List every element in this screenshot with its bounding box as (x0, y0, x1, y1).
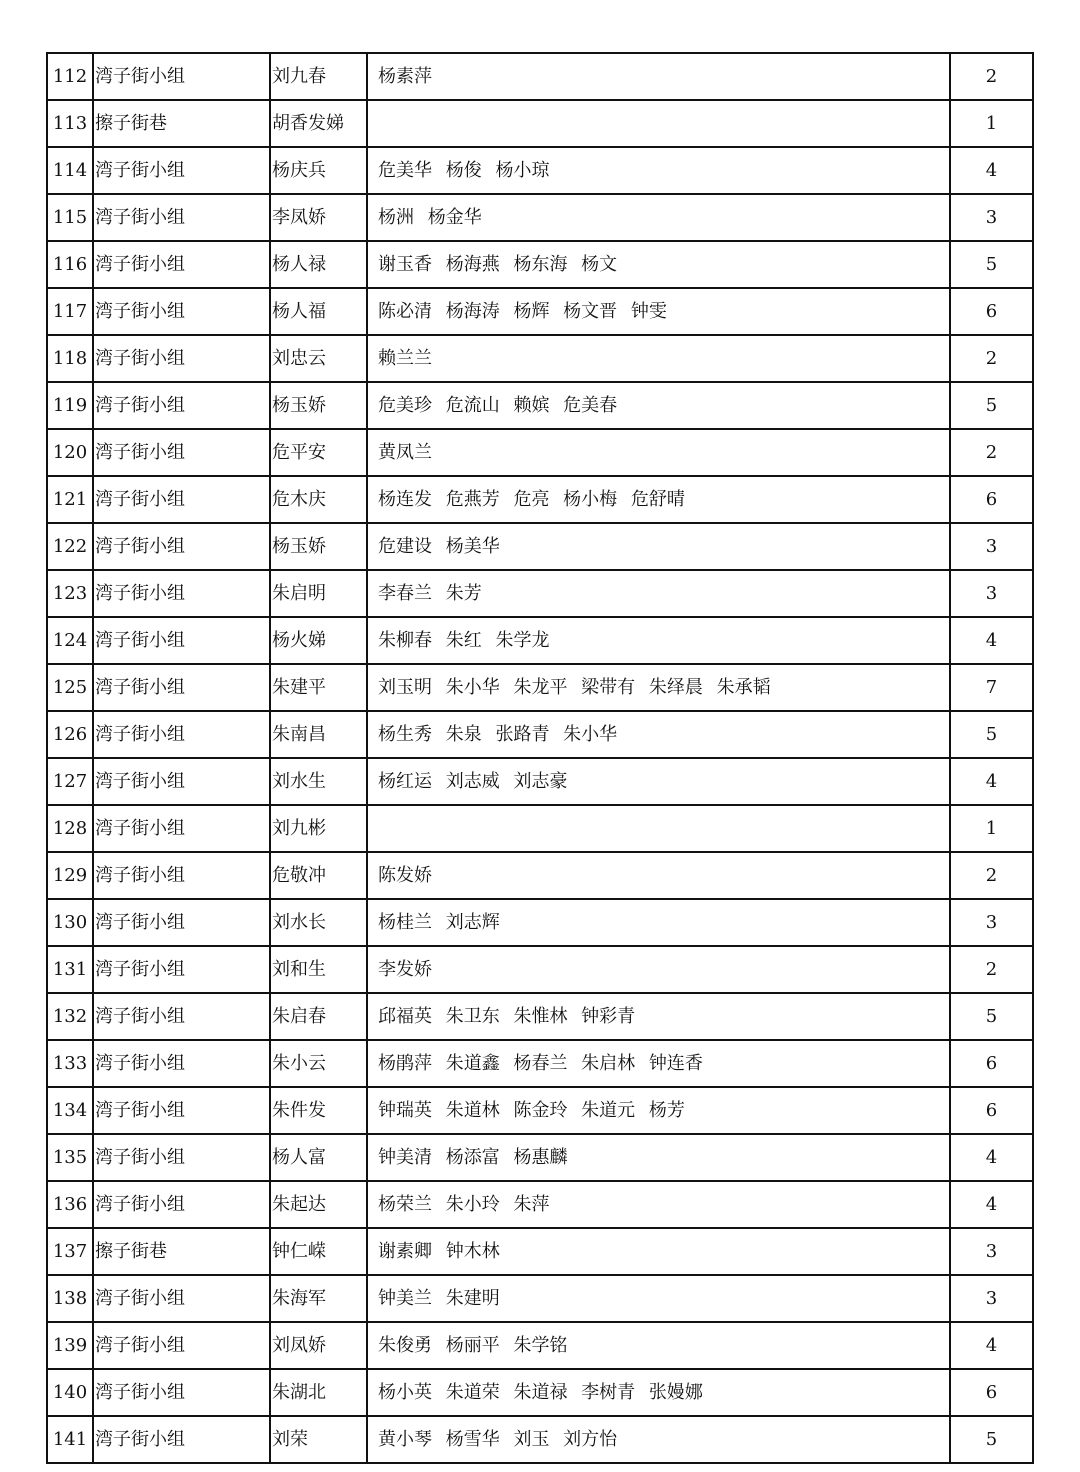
table-row (48, 477, 1032, 524)
row-number: 121 (48, 477, 94, 522)
household-head: 刘和生 (271, 947, 368, 992)
table-row (48, 336, 1032, 383)
row-number: 134 (48, 1088, 94, 1133)
household-members: 黄凤兰 (368, 430, 951, 475)
member-count: 5 (985, 1428, 998, 1450)
table-row (48, 195, 1032, 242)
household-head: 朱湖北 (271, 1370, 368, 1415)
member-count: 4 (985, 770, 998, 792)
household-head: 危木庆 (271, 477, 368, 522)
member-count: 6 (985, 1052, 998, 1074)
row-number: 123 (48, 571, 94, 616)
member-count: 2 (985, 347, 998, 369)
group-name: 湾子街小组 (94, 430, 271, 475)
household-head: 危敬冲 (271, 853, 368, 898)
group-name: 湾子街小组 (94, 383, 271, 428)
household-members: 杨桂兰 刘志辉 (368, 900, 951, 945)
row-number: 124 (48, 618, 94, 663)
group-name: 湾子街小组 (94, 1041, 271, 1086)
row-number: 137 (48, 1229, 94, 1274)
group-name: 湾子街小组 (94, 289, 271, 334)
table-row (48, 853, 1032, 900)
household-members: 谢玉香 杨海燕 杨东海 杨文 (368, 242, 951, 287)
table-row (48, 1417, 1032, 1464)
row-number: 114 (48, 148, 94, 193)
household-members: 杨连发 危燕芳 危亮 杨小梅 危舒晴 (368, 477, 951, 522)
row-number: 136 (48, 1182, 94, 1227)
row-number: 119 (48, 383, 94, 428)
household-members: 杨洲 杨金华 (368, 195, 951, 240)
table-row (48, 383, 1032, 430)
table-row (48, 54, 1032, 101)
member-count: 5 (985, 253, 998, 275)
row-number: 132 (48, 994, 94, 1039)
household-members: 杨荣兰 朱小玲 朱萍 (368, 1182, 951, 1227)
group-name: 湾子街小组 (94, 242, 271, 287)
group-name: 湾子街小组 (94, 1135, 271, 1180)
group-name: 湾子街小组 (94, 665, 271, 710)
member-count: 3 (985, 582, 998, 604)
table-row (48, 1088, 1032, 1135)
row-number: 122 (48, 524, 94, 569)
household-head: 刘水长 (271, 900, 368, 945)
household-members: 钟瑞英 朱道林 陈金玲 朱道元 杨芳 (368, 1088, 951, 1133)
member-count: 1 (985, 112, 998, 134)
table-row (48, 994, 1032, 1041)
household-members: 李春兰 朱芳 (368, 571, 951, 616)
household-head: 危平安 (271, 430, 368, 475)
household-members: 危建设 杨美华 (368, 524, 951, 569)
member-count: 6 (985, 1381, 998, 1403)
household-members: 谢素卿 钟木林 (368, 1229, 951, 1274)
household-members: 陈发娇 (368, 853, 951, 898)
household-head: 杨人禄 (271, 242, 368, 287)
household-members: 杨生秀 朱泉 张路青 朱小华 (368, 712, 951, 757)
member-count: 4 (985, 1334, 998, 1356)
household-head: 刘忠云 (271, 336, 368, 381)
group-name: 湾子街小组 (94, 1323, 271, 1368)
member-count: 2 (985, 958, 998, 980)
row-number: 141 (48, 1417, 94, 1462)
member-count: 5 (985, 394, 998, 416)
row-number: 139 (48, 1323, 94, 1368)
group-name: 湾子街小组 (94, 1417, 271, 1462)
household-head: 刘九彬 (271, 806, 368, 851)
member-count: 7 (985, 676, 998, 698)
group-name: 湾子街小组 (94, 571, 271, 616)
member-count: 3 (985, 911, 998, 933)
table-row (48, 1323, 1032, 1370)
household-members: 杨素萍 (368, 54, 951, 99)
table-row (48, 1135, 1032, 1182)
member-count: 5 (985, 723, 998, 745)
group-name: 湾子街小组 (94, 54, 271, 99)
group-name: 湾子街小组 (94, 806, 271, 851)
household-members: 李发娇 (368, 947, 951, 992)
table-row (48, 430, 1032, 477)
row-number: 130 (48, 900, 94, 945)
household-head: 刘凤娇 (271, 1323, 368, 1368)
household-members: 危美华 杨俊 杨小琼 (368, 148, 951, 193)
group-name: 湾子街小组 (94, 524, 271, 569)
row-number: 118 (48, 336, 94, 381)
group-name: 湾子街小组 (94, 1088, 271, 1133)
table-row (48, 289, 1032, 336)
household-members: 赖兰兰 (368, 336, 951, 381)
member-count: 2 (985, 441, 998, 463)
member-count: 5 (985, 1005, 998, 1027)
member-count: 3 (985, 535, 998, 557)
group-name: 湾子街小组 (94, 1370, 271, 1415)
row-number: 113 (48, 101, 94, 146)
row-number: 125 (48, 665, 94, 710)
group-name: 湾子街小组 (94, 900, 271, 945)
household-members: 杨小英 朱道荣 朱道禄 李树青 张嫚娜 (368, 1370, 951, 1415)
group-name: 湾子街小组 (94, 947, 271, 992)
group-name: 湾子街小组 (94, 477, 271, 522)
household-members: 黄小琴 杨雪华 刘玉 刘方怡 (368, 1417, 951, 1462)
household-head: 李凤娇 (271, 195, 368, 240)
household-members: 危美珍 危流山 赖嫔 危美春 (368, 383, 951, 428)
row-number: 127 (48, 759, 94, 804)
household-members: 陈必清 杨海涛 杨辉 杨文晋 钟雯 (368, 289, 951, 334)
household-head: 朱件发 (271, 1088, 368, 1133)
row-number: 129 (48, 853, 94, 898)
member-count: 6 (985, 1099, 998, 1121)
group-name: 湾子街小组 (94, 618, 271, 663)
member-count: 6 (985, 300, 998, 322)
household-members: 邱福英 朱卫东 朱惟林 钟彩青 (368, 994, 951, 1039)
household-head: 刘荣 (271, 1417, 368, 1462)
household-members: 钟美清 杨添富 杨惠麟 (368, 1135, 951, 1180)
table-row (48, 571, 1032, 618)
household-head: 朱小云 (271, 1041, 368, 1086)
household-head: 刘水生 (271, 759, 368, 804)
household-head: 朱建平 (271, 665, 368, 710)
member-count: 3 (985, 1287, 998, 1309)
household-head: 杨玉娇 (271, 524, 368, 569)
row-number: 120 (48, 430, 94, 475)
household-head: 胡香发娣 (271, 101, 368, 146)
member-count: 6 (985, 488, 998, 510)
household-members: 杨红运 刘志威 刘志豪 (368, 759, 951, 804)
household-head: 杨火娣 (271, 618, 368, 663)
group-name: 湾子街小组 (94, 148, 271, 193)
row-number: 140 (48, 1370, 94, 1415)
group-name: 湾子街小组 (94, 336, 271, 381)
group-name: 湾子街小组 (94, 994, 271, 1039)
household-head: 杨人富 (271, 1135, 368, 1180)
table-row (48, 759, 1032, 806)
row-number: 115 (48, 195, 94, 240)
group-name: 湾子街小组 (94, 195, 271, 240)
household-head: 杨庆兵 (271, 148, 368, 193)
row-number: 112 (48, 54, 94, 99)
member-count: 3 (985, 1240, 998, 1262)
household-head: 刘九春 (271, 54, 368, 99)
table-row (48, 665, 1032, 712)
row-number: 133 (48, 1041, 94, 1086)
table-row (48, 1229, 1032, 1276)
member-count: 4 (985, 1146, 998, 1168)
member-count: 2 (985, 864, 998, 886)
table-row (48, 101, 1032, 148)
group-name: 湾子街小组 (94, 1276, 271, 1321)
table-row (48, 1182, 1032, 1229)
household-members: 刘玉明 朱小华 朱龙平 梁带有 朱绎晨 朱承韬 (368, 665, 951, 710)
table-row (48, 1276, 1032, 1323)
household-members: 钟美兰 朱建明 (368, 1276, 951, 1321)
group-name: 湾子街小组 (94, 759, 271, 804)
household-head: 朱启春 (271, 994, 368, 1039)
member-count: 2 (985, 65, 998, 87)
table-row (48, 712, 1032, 759)
group-name: 擦子街巷 (94, 101, 271, 146)
row-number: 126 (48, 712, 94, 757)
group-name: 湾子街小组 (94, 712, 271, 757)
household-members: 杨鹃萍 朱道鑫 杨春兰 朱启林 钟连香 (368, 1041, 951, 1086)
table-row (48, 947, 1032, 994)
member-count: 3 (985, 206, 998, 228)
household-head: 朱起达 (271, 1182, 368, 1227)
household-head: 朱启明 (271, 571, 368, 616)
group-name: 湾子街小组 (94, 853, 271, 898)
household-head: 朱南昌 (271, 712, 368, 757)
row-number: 135 (48, 1135, 94, 1180)
table-row (48, 242, 1032, 289)
household-members (368, 806, 951, 851)
household-members (368, 101, 951, 146)
table-row (48, 1041, 1032, 1088)
household-head: 钟仁嵘 (271, 1229, 368, 1274)
household-table (46, 52, 1034, 1464)
household-head: 杨人福 (271, 289, 368, 334)
table-row (48, 524, 1032, 571)
household-head: 朱海军 (271, 1276, 368, 1321)
household-members: 朱柳春 朱红 朱学龙 (368, 618, 951, 663)
household-members: 朱俊勇 杨丽平 朱学铭 (368, 1323, 951, 1368)
row-number: 117 (48, 289, 94, 334)
row-number: 131 (48, 947, 94, 992)
table-row (48, 1370, 1032, 1417)
member-count: 4 (985, 159, 998, 181)
table-row (48, 148, 1032, 195)
member-count: 1 (985, 817, 998, 839)
row-number: 138 (48, 1276, 94, 1321)
group-name: 擦子街巷 (94, 1229, 271, 1274)
group-name: 湾子街小组 (94, 1182, 271, 1227)
table-row (48, 806, 1032, 853)
table-row (48, 900, 1032, 947)
member-count: 4 (985, 629, 998, 651)
household-head: 杨玉娇 (271, 383, 368, 428)
row-number: 128 (48, 806, 94, 851)
table-row (48, 618, 1032, 665)
row-number: 116 (48, 242, 94, 287)
member-count: 4 (985, 1193, 998, 1215)
